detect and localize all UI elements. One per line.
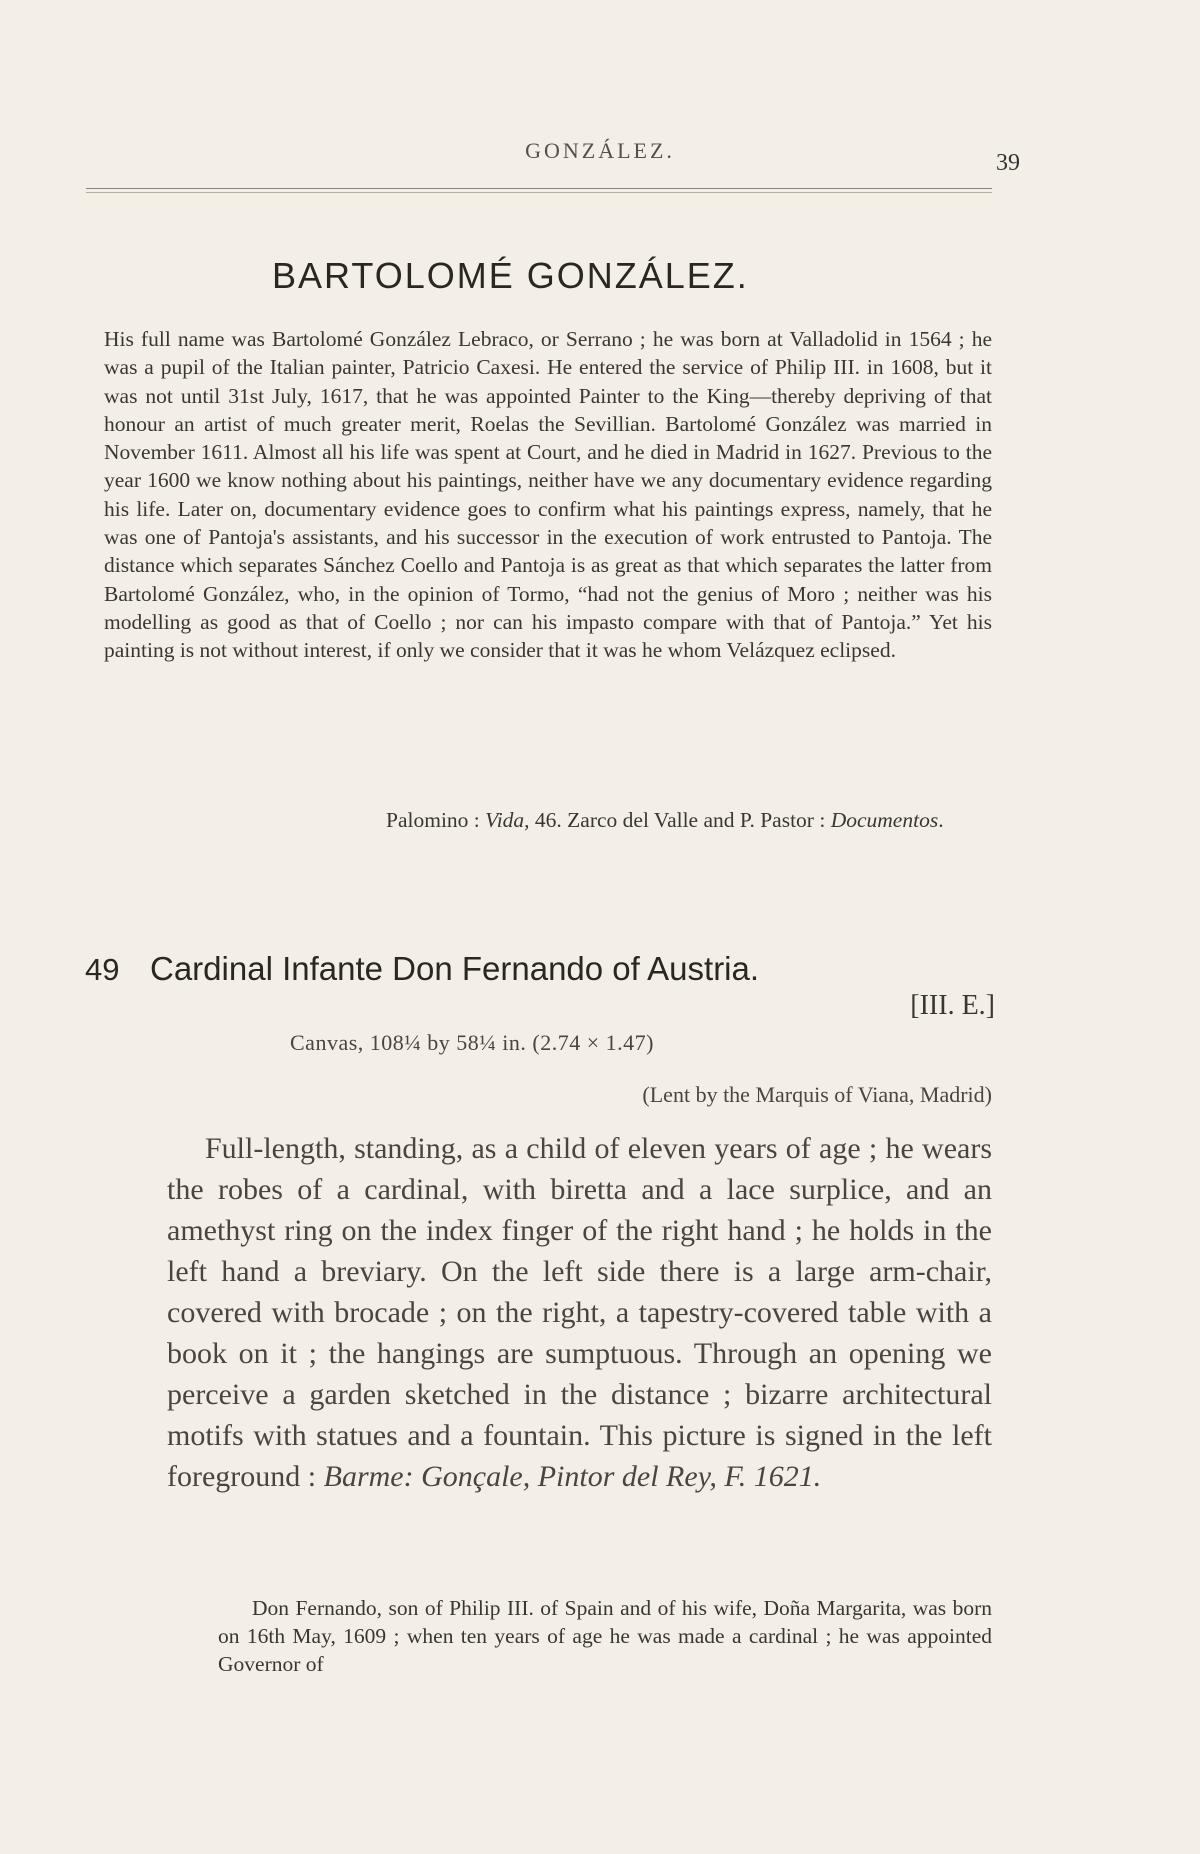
catalogue-number: 49 [85,952,120,987]
description-text: Full-length, standing, as a child of eleven years of age ; he wears the robes of a cardinal, with biretta and a lace surplice, and an amethyst ring on the index finger of the right hand ; he holds in the left hand a breviary. On the left side there is a large arm-chair, covered with brocade ; on the right, a tapestry-covered table with a book on it ; the hangings are sumptuous. Through an opening we perceive a garden sketched in the distance ; bizarre architectural motifs with statues and a fountain. This picture is signed in the left foreground : [167,1132,992,1493]
painting-title: Cardinal Infante Don Fernando of Austria. [150,950,760,987]
biography-sources [386,806,992,834]
artist-heading: BARTOLOMÉ GONZÁLEZ. [272,255,749,296]
running-title: GONZÁLEZ. [525,138,675,163]
location-code: [III. E.] [910,990,995,1021]
historical-notes: Don Fernando, son of Philip III. of Spain and of his wife, Doña Margarita, was born on 16th May, 1609 ; when ten years of age he was made a cardinal ; he was appointed Governor of [218,1596,992,1676]
painting-description [167,1128,992,1497]
page-number: 39 [996,150,1020,176]
running-head [0,138,1200,178]
sources-documentos: Documentos [830,808,939,832]
painting-signature: Barme: Gonçale, Pintor del Rey, F. 1621. [323,1460,822,1493]
lender-credit: (Lent by the Marquis of Viana, Madrid) [642,1082,992,1107]
artist-biography: His full name was Bartolomé González Lebraco, or Serrano ; he was born at Valladolid in 1564 ; he was a pupil of the Italian painter, Patricio Caxesi. He entered the service of Philip III. in 1608, but it was not until 31st July, 1617, that he was appointed Painter to the King—thereby depriving of that honour an artist of much greater merit, Roelas the Sevillian. Bartolomé González was married in November 1611. Almost all his life was spent at Court, and he died in Madrid in 1627. Previous to the year 1600 we know nothing about his paintings, neither have we any documentary evidence regarding his life. Later on, documentary evidence goes to confirm what his paintings express, namely, that he was one of Pantoja's assistants, and his successor in the execution of work entrusted to Pantoja. The distance which separates Sánchez Coello and Pantoja is as great as that which separates the latter from Bartolomé González, who, in the opinion of Tormo, “had not the genius of Moro ; neither was his modelling as good as that of Coello ; nor can his impasto compare with that of Pantoja.” Yet his painting is not without interest, if only we consider that it was he whom Velázquez eclipsed. [104,327,992,663]
sources-end: . [938,808,944,832]
painting-dimensions: Canvas, 108¼ by 58¼ in. (2.74 × 1.47) [290,1030,654,1055]
header-rule [86,188,992,193]
sources-vida: Vida [485,808,525,832]
sources-text-2: , 46. Zarco del Valle and P. Pastor : [524,808,831,832]
sources-text-1: Palomino : [386,808,486,832]
